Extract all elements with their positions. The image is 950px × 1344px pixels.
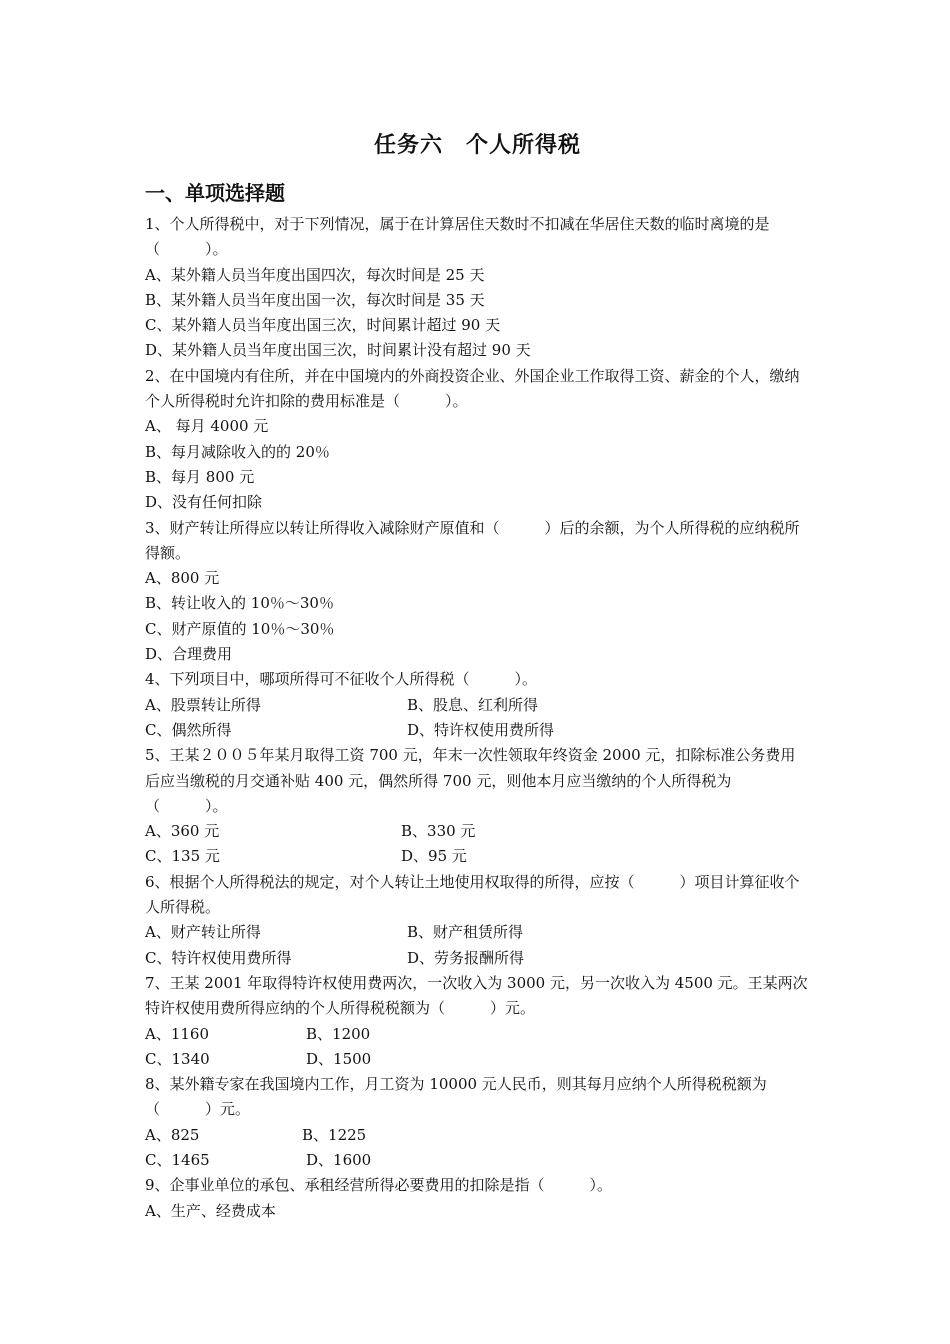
question-7-option-c: C、1340: [145, 1049, 210, 1068]
question-7-option-b: B、1200: [306, 1024, 371, 1043]
question-5-option-a: A、360 元: [145, 822, 220, 841]
question-4-option-c: C、偶然所得: [145, 720, 232, 739]
question-5-options-row-1: [145, 819, 810, 844]
question-8-options-row-2: [145, 1148, 810, 1173]
question-2-option-d: D、没有任何扣除: [145, 493, 263, 512]
question-7-options-row-1: [145, 1022, 810, 1047]
question-8-option-d: D、1600: [306, 1150, 372, 1169]
question-3-stem: 3、财产转让所得应以转让所得收入减除财产原值和（ ）后的余额，为个人所得税的应纳税所得额。: [145, 518, 800, 562]
question-3-option-a: A、800 元: [145, 569, 220, 588]
question-4-options-row-2: [145, 718, 810, 743]
question-7-option-d: D、1500: [306, 1049, 372, 1068]
question-8-stem: 8、某外籍专家在我国境内工作，月工资为 10000 元人民币，则其每月应纳个人所得税税额为（ ）元。: [145, 1075, 767, 1119]
question-7-options-row-2: [145, 1047, 810, 1072]
question-6-options-row-2: [145, 946, 810, 971]
question-4-option-d: D、特许权使用费所得: [407, 720, 555, 739]
question-2-option-a: A、 每月 4000 元: [145, 417, 269, 436]
question-5-option-c: C、135 元: [145, 847, 220, 866]
question-8-option-c: C、1465: [145, 1150, 210, 1169]
question-3-option-d: D、合理费用: [145, 645, 233, 664]
question-9-option-a: A、生产、经费成本: [145, 1201, 276, 1220]
question-5-option-b: B、330 元: [401, 822, 476, 841]
question-2-option-b2: B、每月 800 元: [145, 467, 255, 486]
question-5-stem: 5、王某２００５年某月取得工资 700 元，年末一次性领取年终资金 2000 元，扣除标准公务费用后应当缴税的月交通补贴 400 元，偶然所得 700 元，则他本月应当缴纳的个人所得税为（ ）。: [145, 746, 796, 815]
question-7-option-a: A、1160: [145, 1024, 210, 1043]
question-6-option-a: A、财产转让所得: [145, 923, 261, 942]
question-7-stem: 7、王某 2001 年取得特许权使用费两次，一次收入为 3000 元，另一次收入为 4500 元。王某两次特许权使用费所得应纳的个人所得税税额为（ ）元。: [145, 973, 808, 1018]
question-5-options-row-2: [145, 844, 810, 869]
question-4-stem: 4、下列项目中，哪项所得可不征收个人所得税（ ）。: [145, 670, 538, 689]
question-1-stem: 1、个人所得税中，对于下列情况，属于在计算居住天数时不扣减在华居住天数的临时离境的是（ ）。: [145, 215, 770, 259]
question-1-option-a: A、某外籍人员当年度出国四次，每次时间是 25 天: [145, 265, 485, 284]
question-4-options-row-1: [145, 693, 810, 718]
question-6-stem: 6、根据个人所得税法的规定，对个人转让土地使用权取得的所得，应按（ ）项目计算征收个人所得税。: [145, 872, 800, 917]
question-2-stem: 2、在中国境内有住所，并在中国境内的外商投资企业、外国企业工作取得工资、薪金的个人，缴纳个人所得税时允许扣除的费用标准是（ ）。: [145, 366, 800, 411]
question-1-option-d: D、某外籍人员当年度出国三次，时间累计没有超过 90 天: [145, 341, 531, 360]
document-page: [145, 128, 810, 1224]
question-1-option-c: C、某外籍人员当年度出国三次，时间累计超过 90 天: [145, 316, 501, 335]
question-4-option-b: B、股息、红利所得: [407, 695, 539, 714]
question-6-options-row-1: [145, 920, 810, 945]
section-heading: 一、单项选择题: [145, 181, 285, 205]
question-8-options-row-1: [145, 1123, 810, 1148]
question-3-option-b: B、转让收入的 10％～30％: [145, 594, 334, 613]
question-3-option-c: C、财产原值的 10％～30％: [145, 619, 335, 638]
question-1-option-b: B、某外籍人员当年度出国一次，每次时间是 35 天: [145, 290, 485, 309]
question-2-option-b: B、每月减除收入的的 20％: [145, 442, 330, 461]
document-title: 任务六 个人所得税: [373, 132, 581, 158]
question-8-option-a: A、825: [145, 1125, 200, 1144]
question-6-option-d: D、劳务报酬所得: [407, 948, 525, 967]
question-5-option-d: D、95 元: [401, 847, 467, 866]
question-6-option-c: C、特许权使用费所得: [145, 948, 292, 967]
question-6-option-b: B、财产租赁所得: [407, 923, 524, 942]
question-9-stem: 9、企事业单位的承包、承租经营所得必要费用的扣除是指（ ）。: [145, 1176, 613, 1195]
question-8-option-b: B、1225: [302, 1125, 367, 1144]
question-4-option-a: A、股票转让所得: [145, 695, 261, 714]
